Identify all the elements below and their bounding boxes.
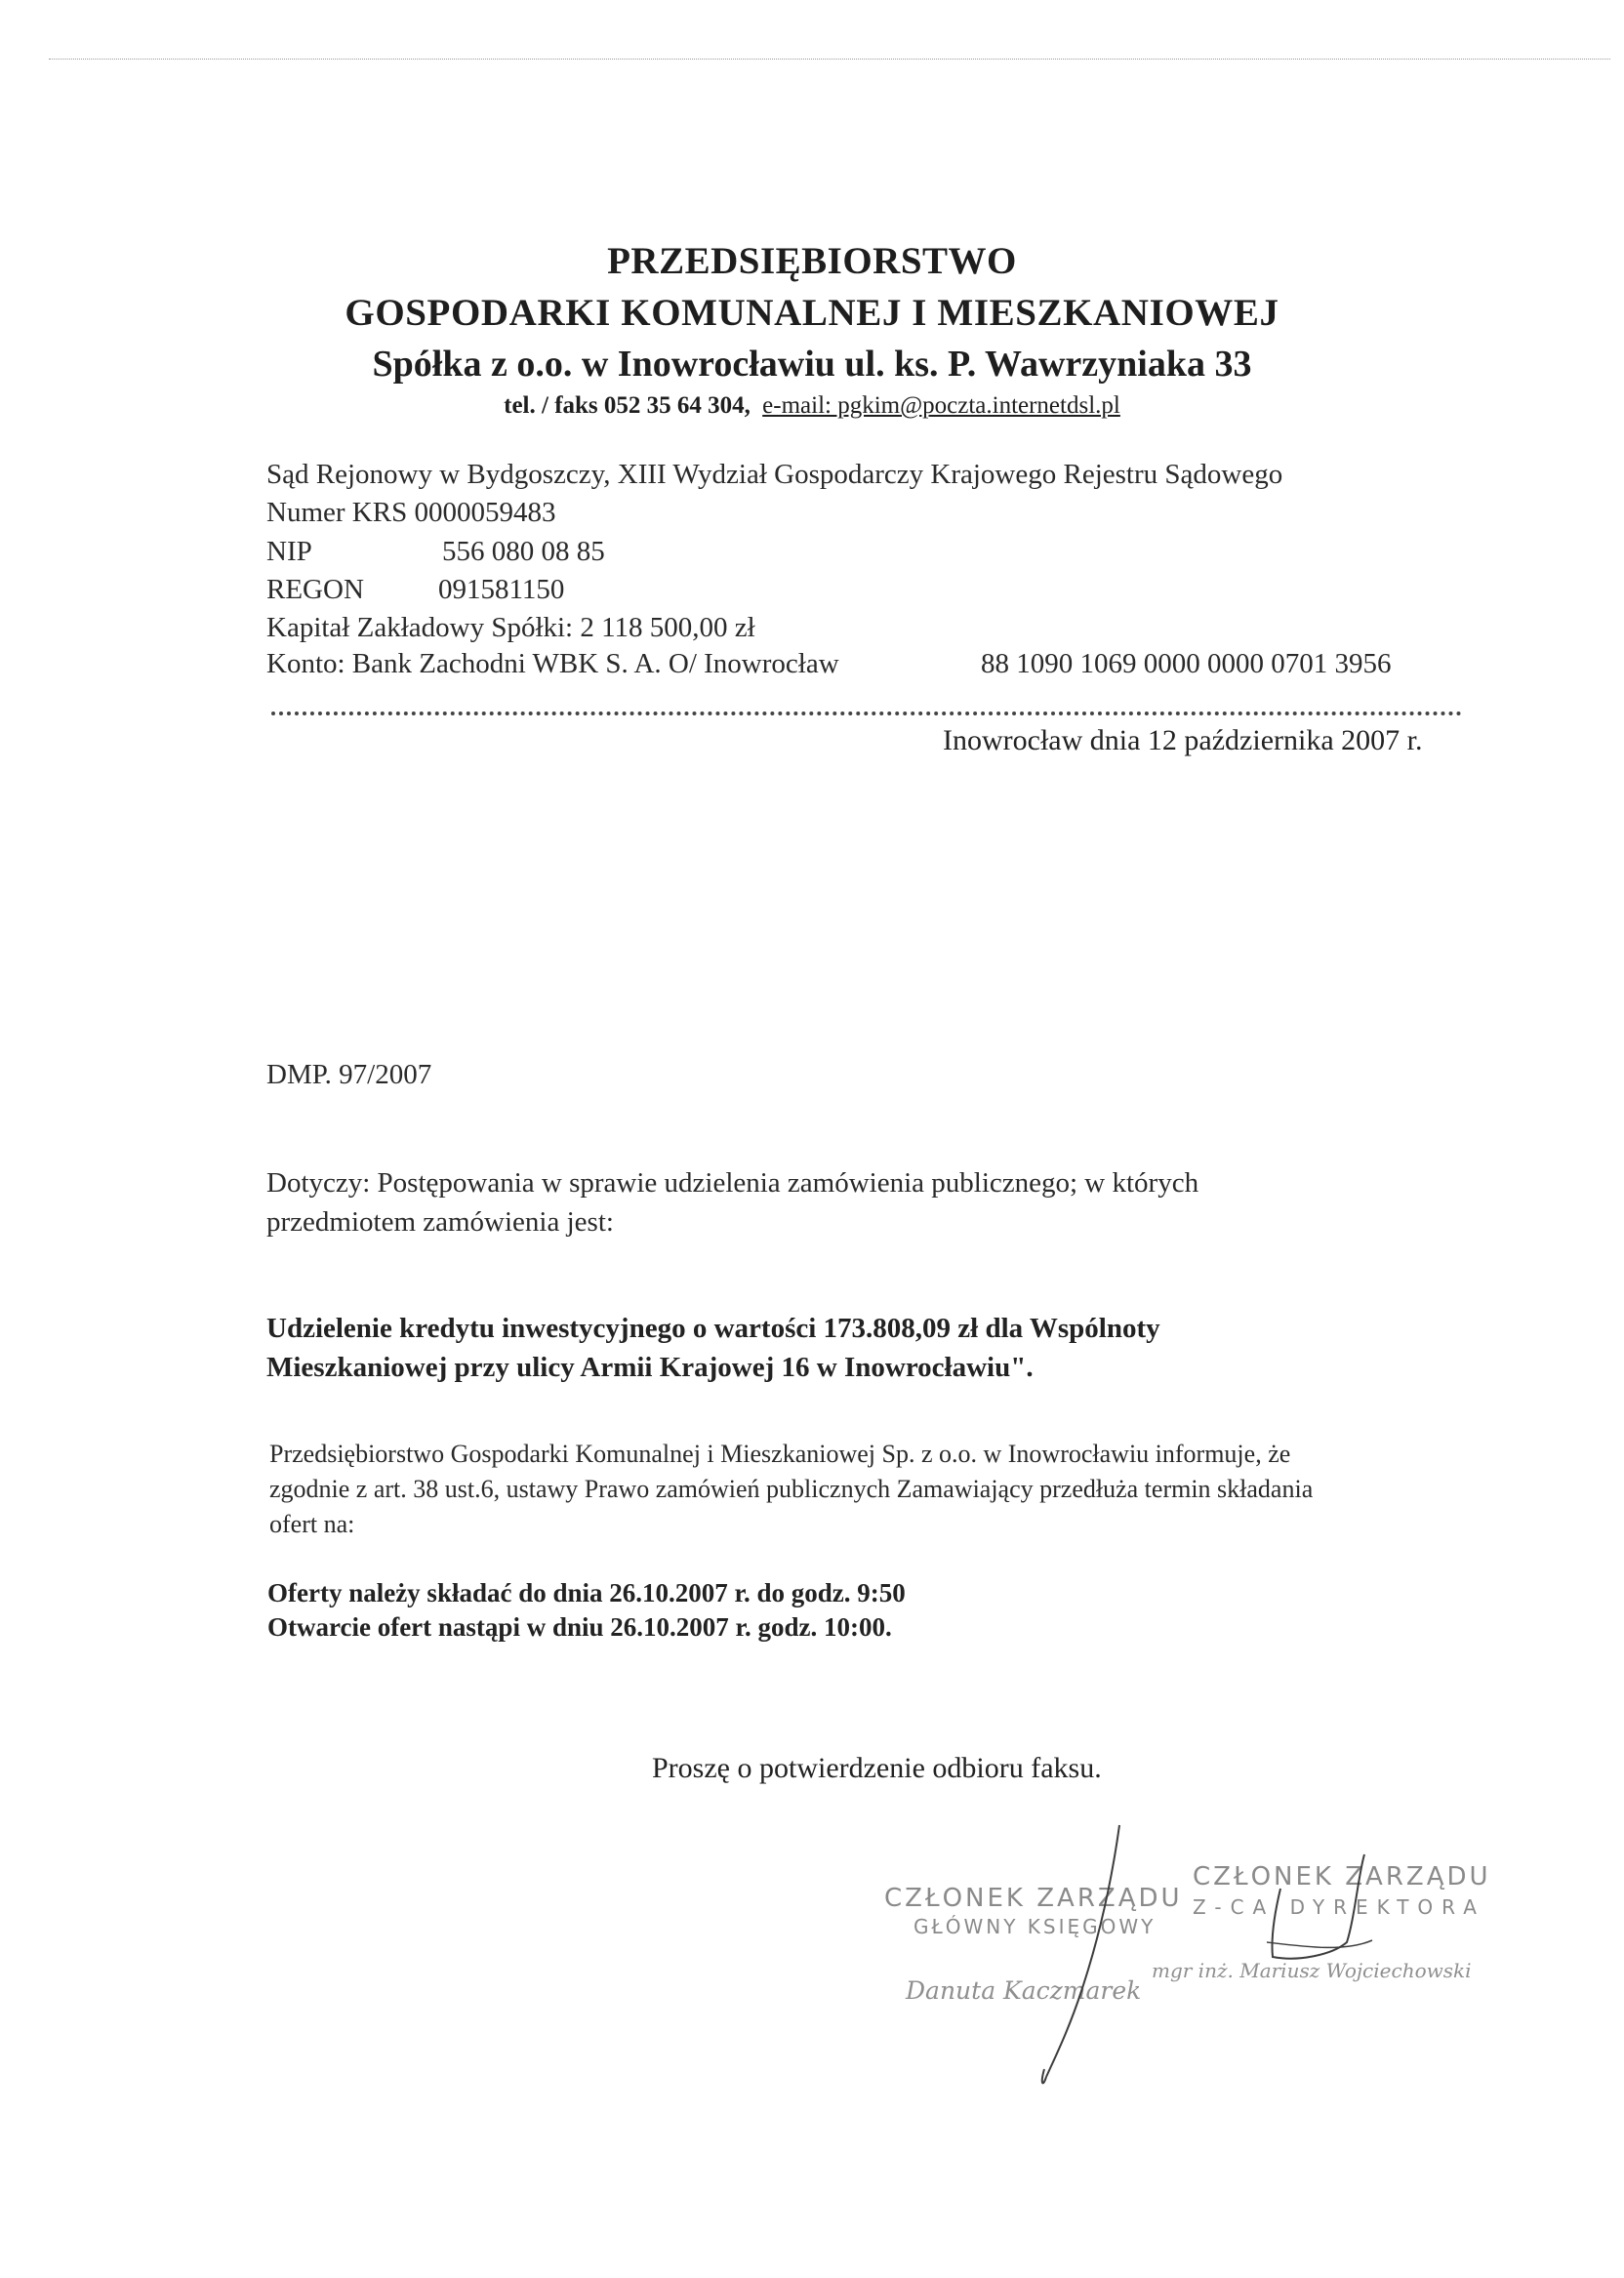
regon-label: REGON — [266, 574, 364, 605]
stamp-left-role: GŁÓWNY KSIĘGOWY — [914, 1915, 1157, 1938]
signature-right — [1272, 1854, 1364, 1959]
company-name-line2: GOSPODARKI KOMUNALNEJ I MIESZKANIOWEJ — [345, 292, 1279, 334]
email-link[interactable]: e-mail: pgkim@poczta.internetdsl.pl — [762, 392, 1120, 419]
fax-confirmation-request: Proszę o potwierdzenie odbioru faksu. — [652, 1752, 1102, 1784]
letter-date: Inowrocław dnia 12 października 2007 r. — [943, 724, 1423, 756]
stamp-left-name: Danuta Kaczmarek — [906, 1976, 1142, 2005]
phone-fax: tel. / faks 052 35 64 304, — [504, 392, 751, 419]
nip-label: NIP — [266, 536, 312, 567]
company-address: Spółka z o.o. w Inowrocławiu ul. ks. P. Wawrzyniaka 33 — [372, 344, 1252, 385]
share-capital: Kapitał Zakładowy Spółki: 2 118 500,00 zł — [266, 612, 755, 643]
signature-right-stroke — [1267, 1940, 1372, 1947]
regon-value: 091581150 — [438, 574, 565, 605]
regarding-line2: przedmiotem zamówienia jest: — [266, 1206, 614, 1238]
krs-value: 0000059483 — [414, 497, 556, 528]
offer-deadline: Oferty należy składać do dnia 26.10.2007 r. do godz. 9:50 — [267, 1578, 906, 1607]
signature-left — [1046, 1825, 1119, 2077]
regarding-line1: Dotyczy: Postępowania w sprawie udzielenia zamówienia publicznego; w których — [266, 1167, 1199, 1199]
info-line3: ofert na: — [269, 1510, 355, 1538]
stamp-right-title: CZŁONEK ZARZĄDU — [1193, 1862, 1491, 1892]
reference-number: DMP. 97/2007 — [266, 1059, 432, 1090]
info-line1: Przedsiębiorstwo Gospodarki Komunalnej i Mieszkaniowej Sp. z o.o. w Inowrocławiu informuje, że — [269, 1440, 1291, 1468]
stamp-right-role: Z-CA DYREKTORA — [1193, 1895, 1485, 1919]
krs-label: Numer KRS — [266, 497, 408, 528]
company-name-line1: PRZEDSIĘBIORSTWO — [607, 240, 1017, 282]
info-line2: zgodnie z art. 38 ust.6, ustawy Prawo zamówień publicznych Zamawiający przedłuża termin składania — [269, 1475, 1314, 1503]
court-registry: Sąd Rejonowy w Bydgoszczy, XIII Wydział Gospodarczy Krajowego Rejestru Sądowego — [266, 459, 1283, 490]
stamp-right-name: mgr inż. Mariusz Wojciechowski — [1152, 1959, 1472, 1982]
opening-date: Otwarcie ofert nastąpi w dniu 26.10.2007 r. godz. 10:00. — [267, 1612, 892, 1642]
subject-line2: Mieszkaniowej przy ulicy Armii Krajowej 16 w Inowrocławiu". — [266, 1352, 1034, 1383]
bank-name: Konto: Bank Zachodni WBK S. A. O/ Inowrocław — [266, 648, 839, 679]
nip-value: 556 080 08 85 — [442, 536, 605, 567]
subject-line1: Udzielenie kredytu inwestycyjnego o wartości 173.808,09 zł dla Wspólnoty — [266, 1313, 1160, 1344]
stamp-left-title: CZŁONEK ZARZĄDU — [884, 1884, 1183, 1913]
bank-account-number: 88 1090 1069 0000 0000 0701 3956 — [981, 648, 1392, 679]
